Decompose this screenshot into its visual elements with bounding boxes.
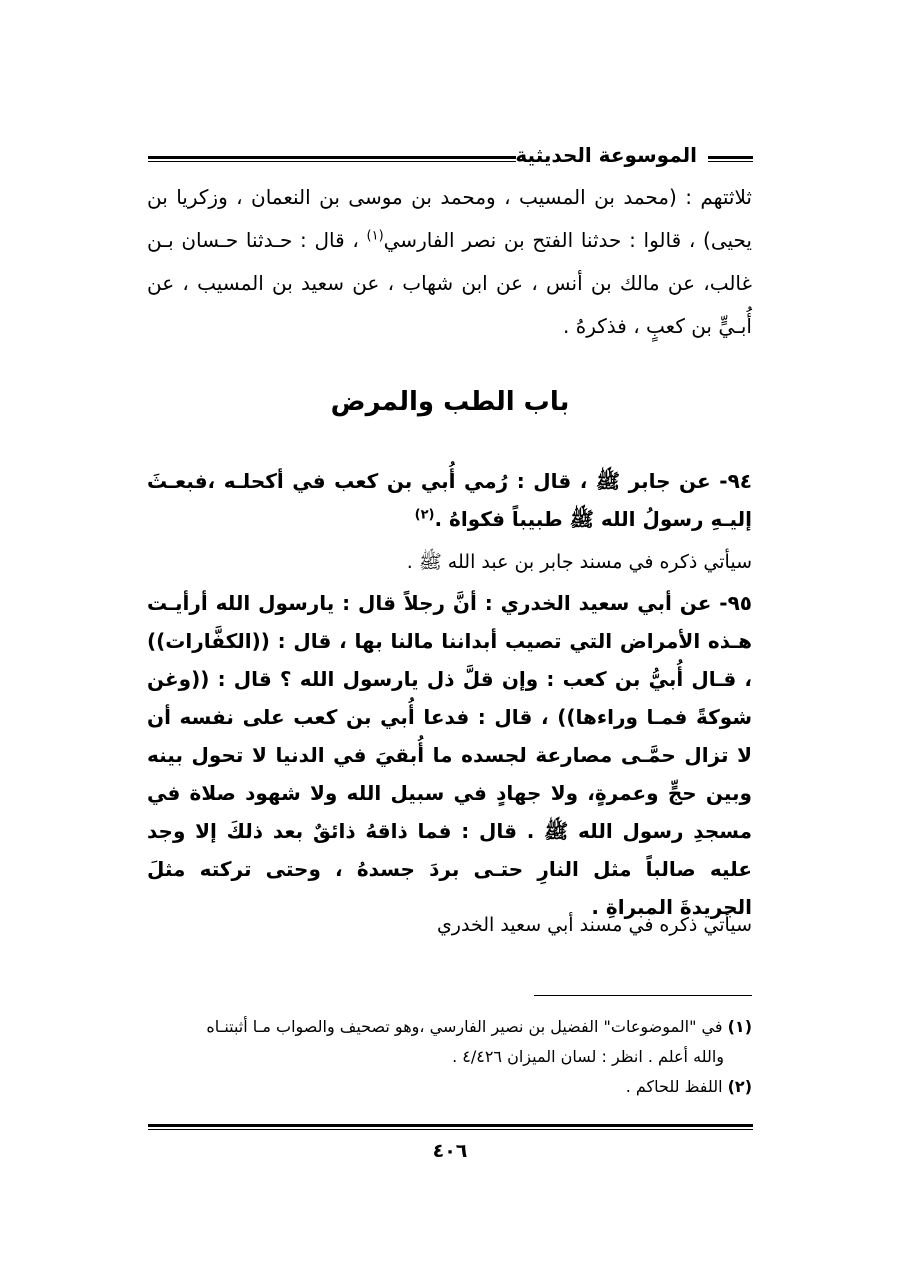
- footnote-1-number: (١): [727, 1017, 752, 1036]
- intro-text-b: ، قال : حـدثنا حـسان بـن غالب، عن مالك بن أنس ، عن ابن شهاب ، عن سعيد بن المسيب ، عن أُبـيٍّ بن كعبٍ ، فذكرهُ .: [147, 228, 752, 338]
- footnote-1-continuation: والله أعلم . انظر : لسان الميزان ٤/٤٢٦ .: [452, 1047, 724, 1066]
- running-header: [148, 140, 753, 170]
- footnote-1-text: في "الموضوعات" الفضيل بن نصير الفارسي ،وهو تصحيف والصواب مـا أثبتنـاه: [206, 1017, 728, 1036]
- hadith-95: ٩٥- عن أبي سعيد الخدري : أنَّ رجلاً قال : يارسول الله أرأيـت هـذه الأمراض التي تصيب أبداننا مالنا بها ، قال : ((الكفَّارات)) ، قـال أُبيُّ بن كعب : وإن قلَّ ذل يارسول الله ؟ قال : ((وغن شوكةً فمـا وراءها)) ، قال : فدعا أُبي بن كعب على نفسه أن لا تزال حمَّـى مصارعة لجسده ما أُبقيَ في الدنيا لا تحول بينه وبين حجٍّ وعمرةٍ، ولا جهادٍ في سبيل الله ولا شهود صلاة في مسجدِ رسول الله ﷺ . قال : فما ذاقهُ ذائقٌ بعد ذلكَ إلا وجد عليه صالباً مثل النارِ حتـى بردَ جسدهُ ، وحتى تركته مثلَ الجريدةَ المبراةِ .: [147, 591, 752, 919]
- footnote-2-text: اللفظ للحاكم .: [625, 1077, 728, 1096]
- hadith-94-note: سيأتي ذكره في مسند جابر بن عبد الله ﷺ .: [406, 551, 752, 573]
- footnote-1: [147, 1012, 752, 1042]
- footnote-2: [147, 1072, 752, 1102]
- hadith-94-text: ٩٤- عن جابر ﷺ ، قال : رُمي أُبي بن كعب في أكحلـه ،فبعـثَ إليـهِ رسولُ الله ﷺ طبيباً فكواهُ .: [147, 469, 752, 531]
- hadith-94: [147, 462, 752, 538]
- page-number: ٤٠٦: [432, 1140, 468, 1162]
- footnote-ref-1[interactable]: (١): [366, 228, 384, 244]
- header-title: الموسوعة الحديثية: [515, 143, 697, 167]
- footnote-ref-2[interactable]: (٢): [414, 507, 435, 523]
- header-rule-short: [708, 156, 753, 159]
- intro-paragraph: [147, 176, 752, 348]
- footnote-separator: [534, 995, 752, 996]
- footnotes: [147, 1012, 752, 1102]
- hadith-95-note: سيأتي ذكره في مسند أبي سعيد الخدري: [436, 914, 752, 936]
- header-rule-long: [148, 156, 516, 159]
- footer-rule: [148, 1124, 753, 1127]
- section-title: باب الطب والمرض: [330, 387, 570, 417]
- footnote-2-number: (٢): [727, 1077, 752, 1096]
- intro-text-a: ثلاثتهم : (محمد بن المسيب ، ومحمد بن موسى بن النعمان ، وزكريا بن يحيى) ، قالوا : حدثنا الفتح بن نصر الفارسي: [147, 185, 752, 252]
- footnote-1-continuation-line: [147, 1042, 752, 1072]
